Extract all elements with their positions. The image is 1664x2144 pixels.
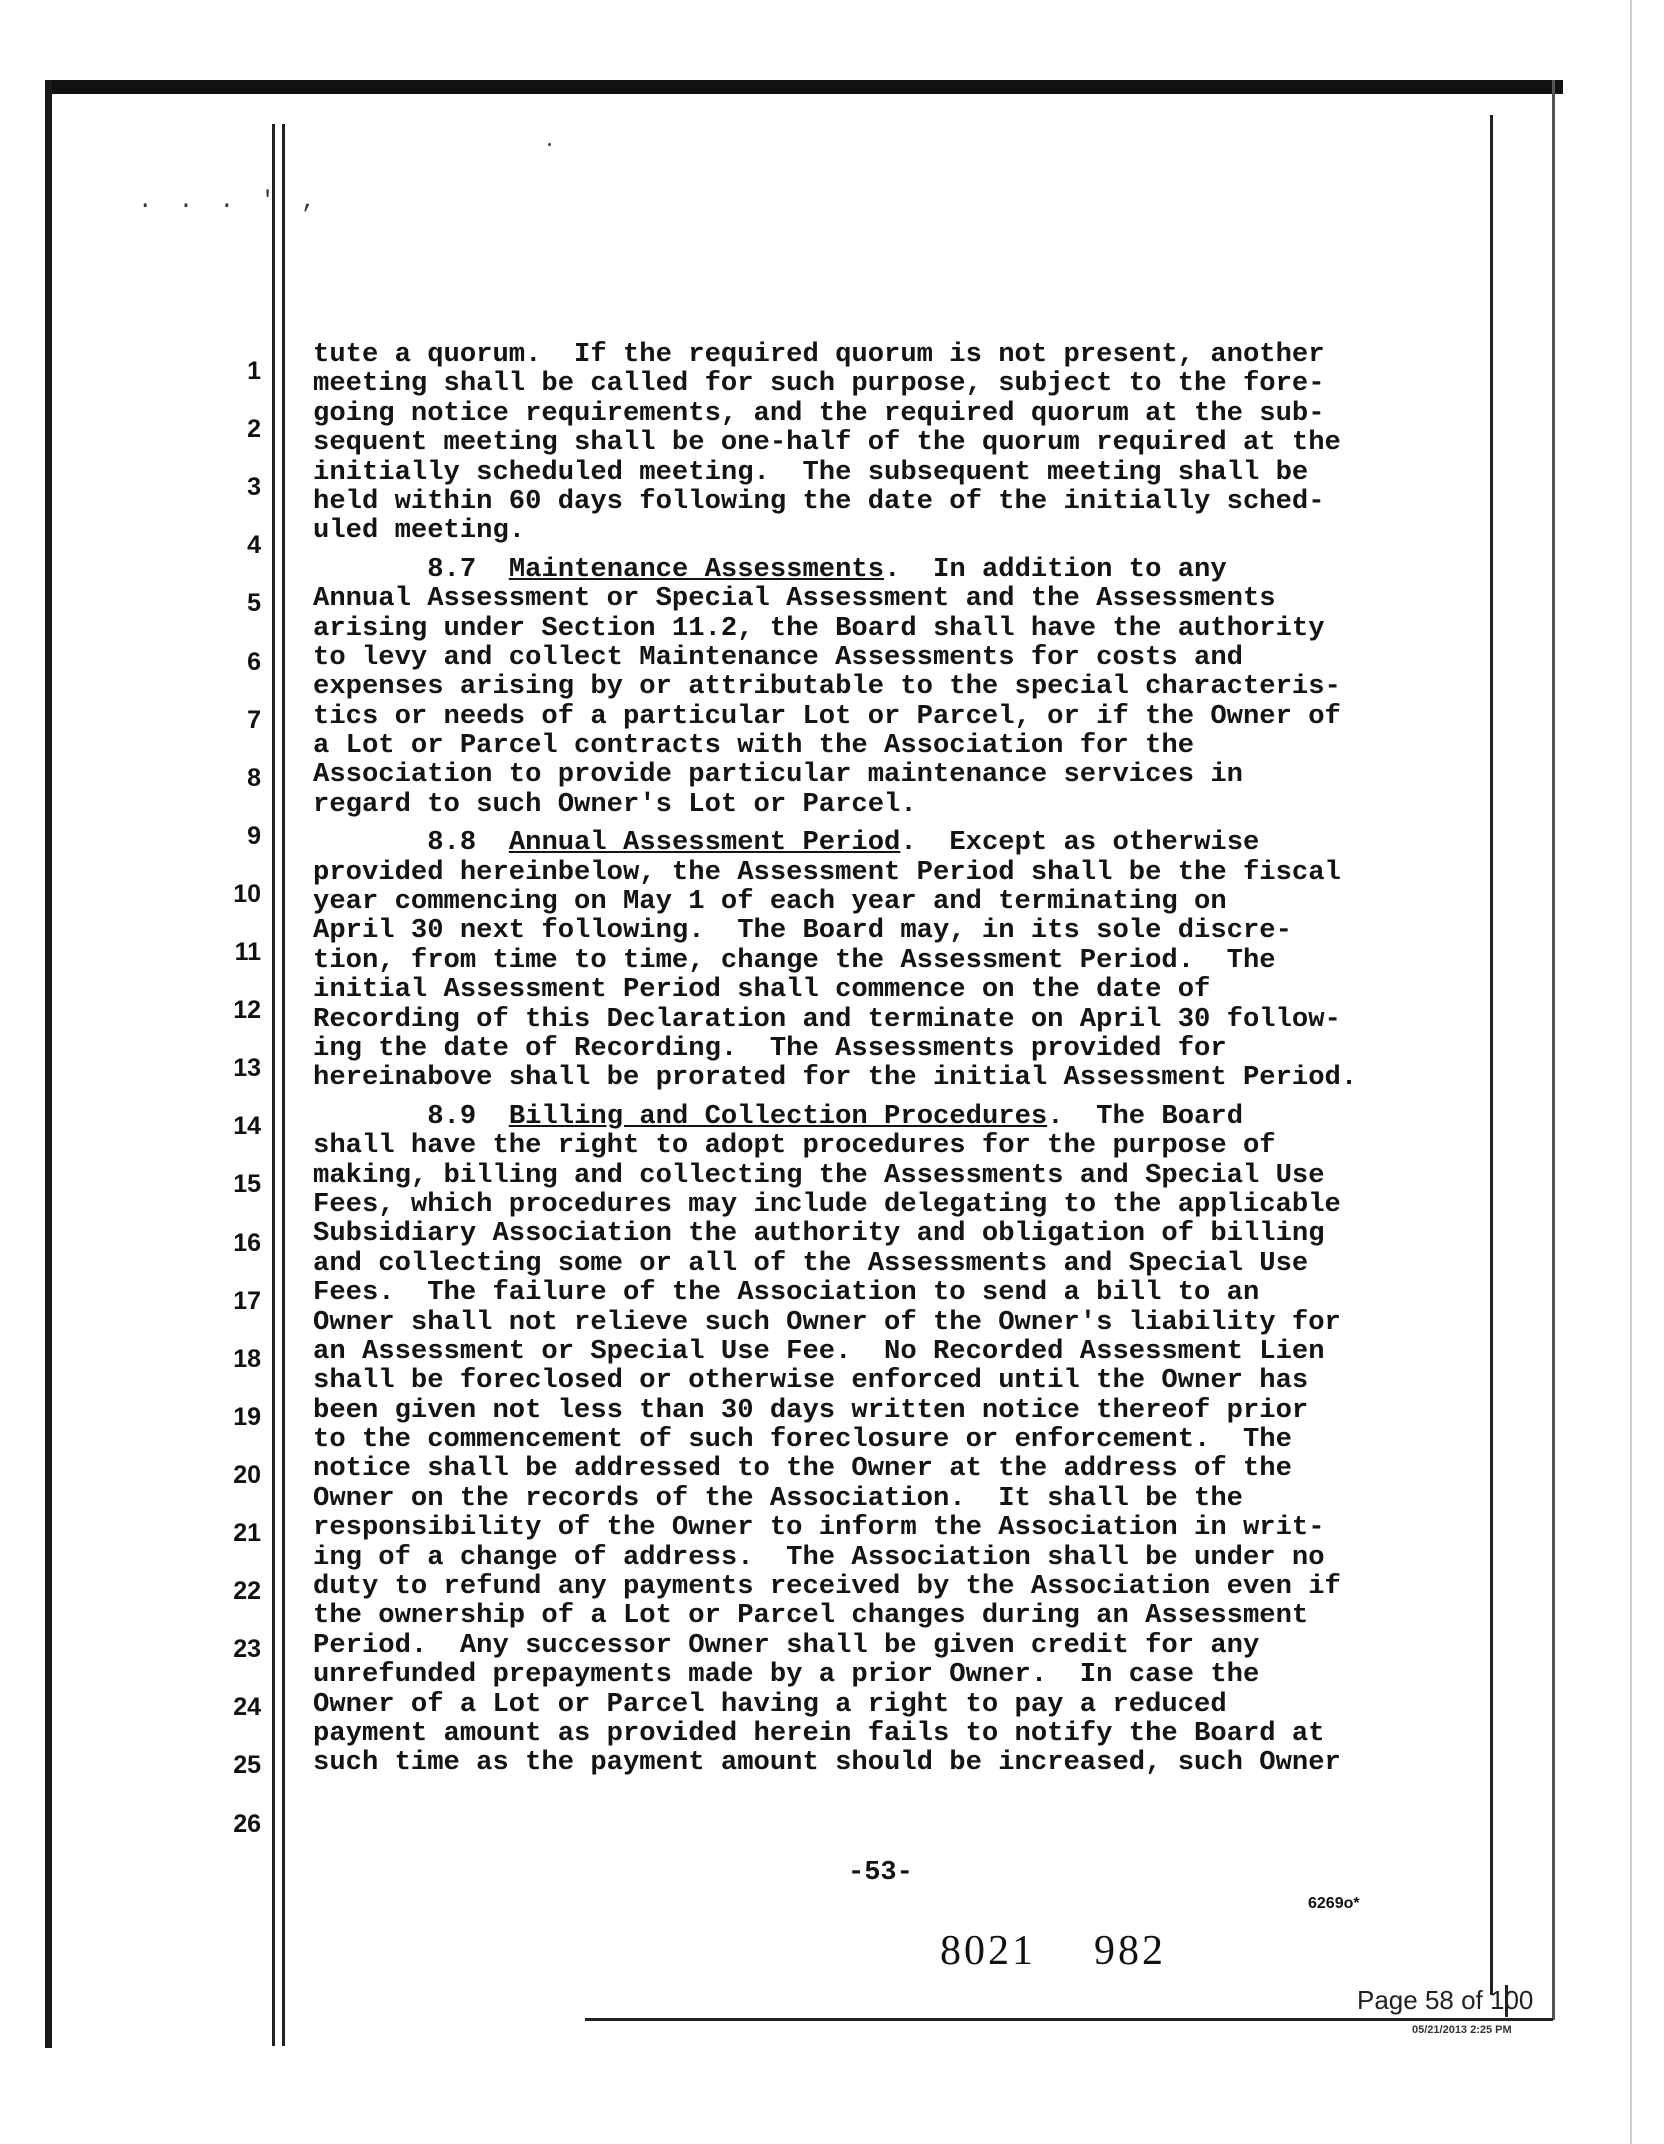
- text-line: meeting shall be called for such purpose, subject to the fore-: [313, 368, 1325, 400]
- text-line: regard to such Owner's Lot or Parcel.: [313, 788, 917, 820]
- section-heading-line: 8.9 Billing and Collection Procedures. The Board: [427, 1100, 1244, 1132]
- margin-marks: . . . ' ,: [138, 188, 322, 215]
- text-line: to levy and collect Maintenance Assessments for costs and: [313, 641, 1243, 673]
- line-number: 24: [233, 1693, 261, 1722]
- text-line: Owner on the records of the Association. It shall be the: [313, 1482, 1243, 1514]
- text-line: Owner of a Lot or Parcel having a right to pay a reduced: [313, 1688, 1227, 1720]
- text-line: Association to provide particular maintenance services in: [313, 759, 1243, 791]
- line-number: 21: [233, 1519, 261, 1547]
- text-line: and collecting some or all of the Assessments and Special Use: [313, 1247, 1309, 1279]
- scan-border-right: [1552, 80, 1555, 2020]
- section-number: 8.9: [427, 1100, 477, 1132]
- section-heading: Maintenance Assessments: [508, 553, 885, 585]
- text-line: April 30 next following. The Board may, in its sole discre-: [313, 915, 1292, 947]
- timestamp: 05/21/2013 2:25 PM: [1412, 2024, 1512, 2036]
- text-line: ing the date of Recording. The Assessments provided for: [313, 1032, 1227, 1064]
- text-line: responsibility of the Owner to inform the Association in writ-: [313, 1512, 1325, 1544]
- section-heading-line: 8.7 Maintenance Assessments. In addition to any: [427, 553, 1227, 585]
- text-line: Period. Any successor Owner shall be given credit for any: [313, 1629, 1260, 1661]
- text-line: a Lot or Parcel contracts with the Association for the: [313, 730, 1195, 762]
- line-number: 5: [247, 589, 261, 618]
- line-number: 26: [233, 1809, 261, 1838]
- text-line: tute a quorum. If the required quorum is not present, another: [313, 339, 1325, 370]
- document-body: [313, 340, 1463, 1778]
- line-number: 16: [233, 1228, 261, 1257]
- text-line: an Assessment or Special Use Fee. No Recorded Assessment Lien: [313, 1335, 1325, 1367]
- text-line: held within 60 days following the date of the initially sched-: [313, 485, 1325, 517]
- heading-line-text: The Board: [1096, 1100, 1244, 1132]
- paragraph: [313, 340, 1463, 546]
- heading-line-text: In addition to any: [933, 553, 1227, 585]
- document-code: 6269o*: [1308, 1895, 1360, 1912]
- text-line: shall have the right to adopt procedures for the purpose of: [313, 1130, 1276, 1162]
- line-number: 3: [247, 473, 261, 502]
- text-line: hereinabove shall be prorated for the initial Assessment Period.: [313, 1062, 1358, 1094]
- line-number: 10: [233, 879, 261, 908]
- scan-border-left: [45, 80, 52, 2048]
- section-number: 8.7: [427, 553, 477, 585]
- line-number: 12: [233, 996, 261, 1025]
- line-number: 25: [233, 1751, 261, 1780]
- line-number: 9: [247, 821, 261, 850]
- text-line: to the commencement of such foreclosure or enforcement. The: [313, 1424, 1292, 1456]
- text-line: tion, from time to time, change the Assessment Period. The: [313, 944, 1276, 976]
- line-number: 19: [233, 1402, 261, 1431]
- pleading-margin-rule-inner: [282, 124, 285, 2046]
- text-line: notice shall be addressed to the Owner at the address of the: [313, 1453, 1292, 1485]
- text-line: Recording of this Declaration and terminate on April 30 follow-: [313, 1003, 1341, 1035]
- text-line: initially scheduled meeting. The subsequent meeting shall be: [313, 456, 1309, 488]
- line-number: 20: [233, 1460, 261, 1489]
- text-line: such time as the payment amount should be increased, such Owner: [313, 1747, 1341, 1779]
- line-number: 7: [247, 705, 261, 734]
- text-line: shall be foreclosed or otherwise enforced until the Owner has: [313, 1365, 1309, 1397]
- line-number: 4: [247, 531, 261, 560]
- section-heading: Annual Assessment Period: [508, 827, 901, 859]
- line-number: 14: [233, 1112, 261, 1141]
- heading-line-text: Except as otherwise: [949, 827, 1260, 859]
- text-line: initial Assessment Period shall commence on the date of: [313, 974, 1211, 1006]
- recording-reference: [940, 1927, 1224, 1975]
- text-line: Owner shall not relieve such Owner of the Owner's liability for: [313, 1306, 1341, 1338]
- right-margin-rule: [1490, 115, 1493, 1995]
- page-counter: Page 58 of 100: [1357, 1985, 1534, 2015]
- line-number: 15: [233, 1170, 261, 1199]
- line-number: 13: [233, 1054, 261, 1083]
- text-line: payment amount as provided herein fails to notify the Board at: [313, 1717, 1325, 1749]
- text-line: Subsidiary Association the authority and obligation of billing: [313, 1218, 1325, 1250]
- text-line: going notice requirements, and the required quorum at the sub-: [313, 397, 1325, 429]
- line-number: 11: [234, 938, 261, 966]
- section-heading: Billing and Collection Procedures: [508, 1100, 1048, 1132]
- line-number: 1: [247, 357, 261, 385]
- page-reference: 982: [1094, 1928, 1166, 1974]
- section-number: 8.8: [427, 827, 477, 859]
- text-line: arising under Section 11.2, the Board shall have the authority: [313, 612, 1325, 644]
- line-number: 23: [233, 1635, 261, 1664]
- bottom-rule: [585, 2018, 1553, 2021]
- scan-border-top: [45, 80, 1563, 94]
- text-line: tics or needs of a particular Lot or Parcel, or if the Owner of: [313, 700, 1341, 732]
- paragraph: [313, 555, 1463, 820]
- scan-speck: [548, 143, 551, 146]
- text-line: Annual Assessment or Special Assessment and the Assessments: [313, 583, 1276, 615]
- pleading-margin-rule: [272, 124, 275, 2046]
- line-number: 8: [247, 763, 261, 792]
- text-line: year commencing on May 1 of each year and terminating on: [313, 886, 1227, 918]
- text-line: sequent meeting shall be one-half of the quorum required at the: [313, 427, 1341, 459]
- text-line: been given not less than 30 days written notice thereof prior: [313, 1394, 1309, 1426]
- text-line: the ownership of a Lot or Parcel changes during an Assessment: [313, 1600, 1309, 1632]
- text-line: Fees. The failure of the Association to send a bill to an: [313, 1277, 1260, 1309]
- text-line: ing of a change of address. The Association shall be under no: [313, 1541, 1325, 1573]
- line-number: 6: [247, 647, 261, 676]
- section-heading-line: 8.8 Annual Assessment Period. Except as otherwise: [427, 827, 1260, 859]
- line-number: 22: [233, 1577, 261, 1606]
- text-line: provided hereinbelow, the Assessment Period shall be the fiscal: [313, 856, 1341, 888]
- text-line: duty to refund any payments received by the Association even if: [313, 1571, 1341, 1603]
- line-number: 18: [233, 1344, 261, 1373]
- line-number: 17: [233, 1286, 261, 1315]
- text-line: unrefunded prepayments made by a prior Owner. In case the: [313, 1659, 1260, 1691]
- text-line: making, billing and collecting the Assessments and Special Use: [313, 1159, 1325, 1191]
- scan-edge-line: [1630, 0, 1632, 2144]
- paragraph: [313, 1102, 1463, 1778]
- text-line: uled meeting.: [313, 515, 526, 547]
- text-line: Fees, which procedures may include delegating to the applicable: [313, 1188, 1341, 1220]
- paragraph: [313, 828, 1463, 1093]
- page-number: -53-: [848, 1858, 913, 1888]
- line-number: 2: [247, 415, 261, 444]
- book-number: 8021: [940, 1928, 1036, 1974]
- text-line: expenses arising by or attributable to the special characteris-: [313, 671, 1341, 703]
